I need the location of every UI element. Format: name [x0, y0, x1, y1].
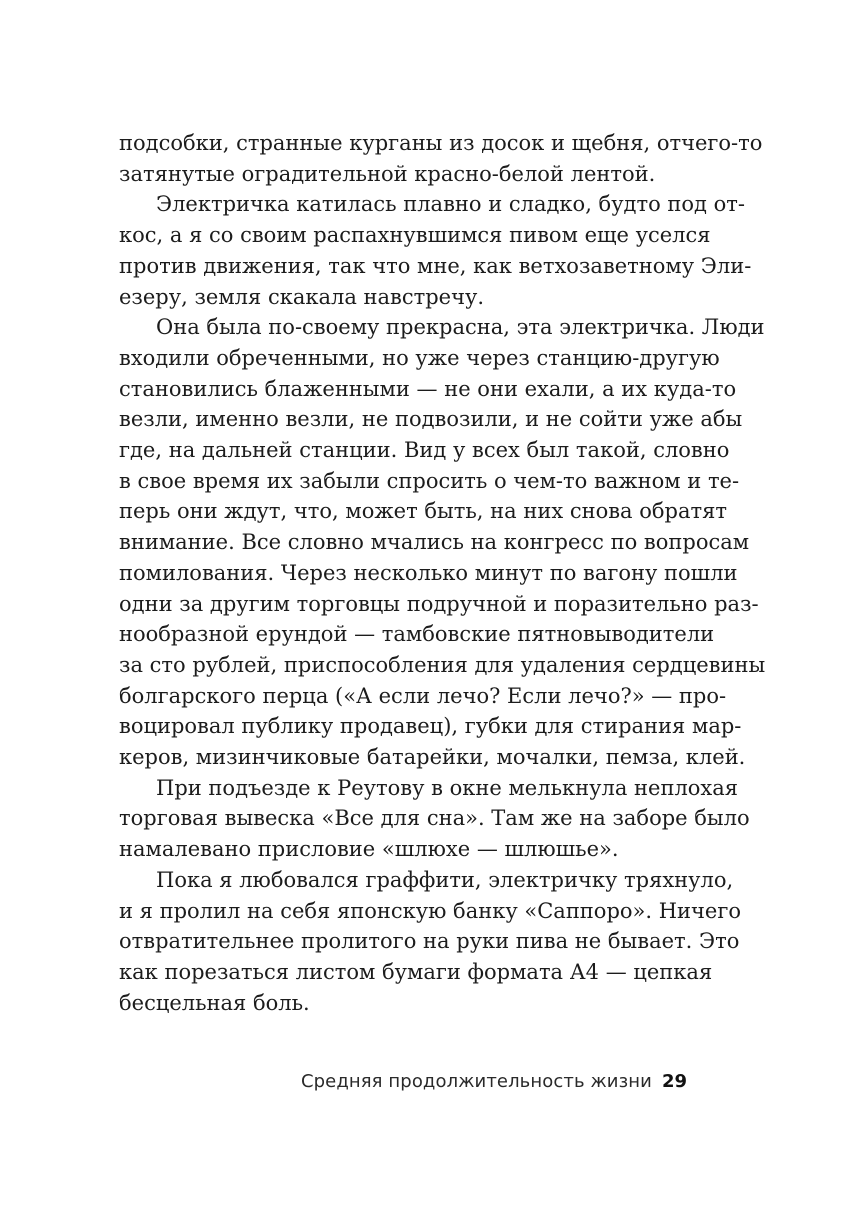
text-line: отвратительнее пролитого на руки пива не бывает. Это	[119, 929, 740, 954]
text-line: за сто рублей, приспособления для удаления сердцевины	[119, 652, 766, 677]
text-line: затянутые оградительной красно-белой лентой.	[119, 161, 656, 186]
text-line: как порезаться листом бумаги формата А4 — цепкая	[119, 959, 713, 984]
text-line: где, на дальней станции. Вид у всех был такой, словно	[119, 438, 730, 462]
text-line: Она была по-своему прекрасна, эта электричка. Люди	[156, 315, 765, 340]
text-line: торговая вывеска «Все для сна». Там же на заборе было	[119, 806, 750, 831]
book-title: Средняя продолжительность жизни	[300, 1071, 652, 1092]
text-line: входили обреченными, но уже через станцию-другую	[119, 345, 720, 370]
text-line: против движения, так что мне, как ветхозаветному Эли-	[119, 253, 752, 278]
text-line: керов, мизинчиковые батарейки, мочалки, пемза, клей.	[119, 745, 746, 769]
running-footer	[119, 1068, 687, 1096]
text-line: кос, а я со своим распахнувшимся пивом еще уселся	[119, 223, 711, 248]
text-line: и я пролил на себя японскую банку «Саппоро». Ничего	[119, 898, 742, 923]
text-line: становились блаженными — не они ехали, а их куда-то	[119, 376, 737, 401]
text-line: болгарского перца («А если лечо? Если лечо?» — про-	[119, 683, 727, 708]
text-line: бесцельная боль.	[119, 990, 310, 1015]
text-line: намалевано присловие «шлюхе — шлюшье».	[119, 837, 619, 862]
text-line: перь они ждут, что, может быть, на них снова обратят	[119, 499, 727, 524]
text-line: воцировал публику продавец), губки для стирания мар-	[119, 714, 742, 739]
text-line: Пока я любовался граффити, электричку тряхнуло,	[156, 867, 734, 892]
text-line: в свое время их забыли спросить о чем-то важном и те-	[119, 468, 740, 493]
text-line: нообразной ерундой — тамбовские пятновыводители	[119, 622, 715, 647]
text-line: внимание. Все словно мчались на конгресс по вопросам	[119, 530, 750, 555]
text-line: подсобки, странные курганы из досок и щебня, отчего-то	[119, 131, 763, 155]
text-line: везли, именно везли, не подвозили, и не сойти уже абы	[119, 407, 743, 432]
text-line: помилования. Через несколько минут по вагону пошли	[119, 560, 738, 585]
text-line: одни за другим торговцы подручной и поразительно раз-	[119, 591, 759, 616]
page-number: 29	[661, 1071, 687, 1092]
text-line: При подъезде к Реутову в окне мелькнула неплохая	[156, 775, 739, 800]
text-line: Электричка катилась плавно и сладко, будто под от-	[156, 192, 746, 217]
text-line: езеру, земля скакала навстречу.	[119, 284, 485, 309]
